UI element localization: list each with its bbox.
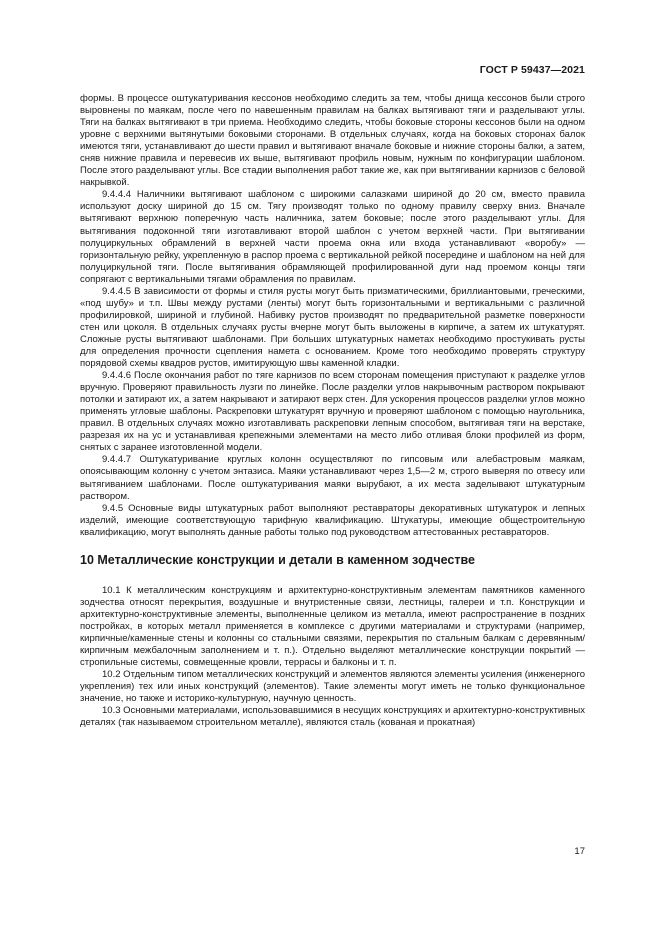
paragraph-9-4-4-5: 9.4.4.5 В зависимости от формы и стиля русты могут быть призматическими, бриллиантовыми, греческими, «под шубу» и т.п. Швы между рустами (ленты) могут быть горизонтальными и вертикальными с различной профилировкой, шириной и глубиной. Набивку рустов производят по предварительной разметке поверхности стен или цоколя. В отдельных случаях русты вчерне могут быть выложены в кирпиче, а затем их штукатурят. Сложные русты вытягивают шаблонами. При больших штукатурных наметах необходимо простукивать русты для определения прочности сцепления намета с основанием. Кроме того необходимо проверять структуру порядовой схемы квадров рустов, имитирующую швы каменной кладки. [80, 285, 585, 370]
page-number: 17 [574, 846, 585, 857]
paragraph-continuation: формы. В процессе оштукатуривания кессонов необходимо следить за тем, чтобы днища кессонов были строго выровнены по маякам, после чего по навешенным правилам на балках вытягивают тяги и разделывают углы. Тяги на балках вытягивают в три приема. Необходимо следить, чтобы боковые стороны кессонов были на одном уровне с верхними вытянутыми боковыми сторонами. В отдельных случаях, когда на боковых сторонах балок имеются тяги, устанавливают до шести правил и вытягивают вначале боковые и нижние стороны балки, а затем, сняв нижние правила и перевесив их выше, вытягивают профиль новым, нужным по конфигурации шаблоном. После этого разделывают углы. Все стадии выполнения работ такие же, как при вытягивании карнизов с беловой накрывкой. [80, 93, 585, 189]
paragraph-9-4-4-6: 9.4.4.6 После окончания работ по тяге карнизов по всем сторонам помещения приступают к разделке углов вручную. Проверяют правильность лузги по линейке. После разделки углов накрывочным раствором покрывают потолки и затирают их, а затем накрывают и затирают верх стен. Для ускорения процессов разделки углов можно применять угловые шаблоны. Раскреповки штукатурят вручную и проверяют шаблоном с помощью наугольника, правил. В отдельных случаях можно изготавливать раскреповки лепным способом, вытягивая тяги на верстаке, разрезая их на ус и устанавливая крепежными элементами на место либо отливая блоки профилей из форм, снятых с заранее изготовленной модели. [80, 370, 585, 454]
paragraph-10-1: 10.1 К металлическим конструкциям и архитектурно-конструктивным элементам памятников каменного зодчества относят перекрытия, воздушные и внутристенные связи, лестницы, галереи и т.п. Конструкции и архитектурно-конструктивные элементы, выполненные целиком из металла, имеют распространение в поздних постройках, в которых металл применяется в комплексе с другими материалами и структурами (например, кирпичные/каменные стены и колонны со стальными связями, перекрытия по стальным балкам с деревянным/кирпичным межбалочным заполнением и т. п.). Отдельно выделяют металлические конструкции покрытий — стропильные системы, совмещенные кровли, террасы и балконы и т. п. [80, 584, 585, 669]
paragraph-9-4-4-7: 9.4.4.7 Оштукатуривание круглых колонн осуществляют по гипсовым или алебастровым маякам, опоясывающим колонну с учетом энтазиса. Маяки устанавливают через 1,5—2 м, строго выверяя по отвесу или вытягиванием шаблонами. После оштукатуривания маяки вырубают, а их места заделывают штукатурным раствором. [80, 454, 585, 502]
document-body [80, 93, 585, 729]
paragraph-9-4-5: 9.4.5 Основные виды штукатурных работ выполняют реставраторы декоративных штукатурок и лепных изделий, имеющие соответствующую тарифную квалификацию. Штукатуры, имеющие общестроительную квалификацию, могут выполнять данные работы только под руководством аттестованных реставраторов. [80, 502, 585, 538]
section-heading: 10 Металлические конструкции и детали в каменном зодчестве [80, 552, 475, 567]
paragraph-10-2: 10.2 Отдельным типом металлических конструкций и элементов являются элементы усиления (инженерного укрепления) тех или иных конструкций (элементов). Такие элементы могут иметь не только функциональное значение, но также и историко-культурную, научную ценность. [80, 669, 585, 705]
paragraph-9-4-4-4: 9.4.4.4 Наличники вытягивают шаблоном с широкими салазками шириной до 20 см, вместо правила используют доску шириной до 15 см. Тягу производят только по одному правилу сверху вниз. Вначале вытягивают верхнюю поперечную часть наличника, затем боковые; после этого разделывают углы. Для вытягивания подоконной тяги изготавливают второй шаблон с учетом верхней части. При вытягивании полуциркульных обрамлений в верхней части проема окна или входа устанавливают «воробу» — горизонтальную рейку, укрепленную в распор проема с вертикальной рейкой посередине и шаблоном на ней для полуциркульной тяги. После вытягивания обрамляющей профилированной дуги над проемом концы тяги сопрягают с вертикальными тягами обрамления по правилам. [80, 189, 585, 285]
document-id-header: ГОСТ Р 59437—2021 [479, 64, 585, 76]
paragraph-10-3: 10.3 Основными материалами, использовавшимися в несущих конструкциях и архитектурно-конструктивных деталях (так называемом строительном металле), являются сталь (кованая и прокатная) [80, 705, 585, 729]
